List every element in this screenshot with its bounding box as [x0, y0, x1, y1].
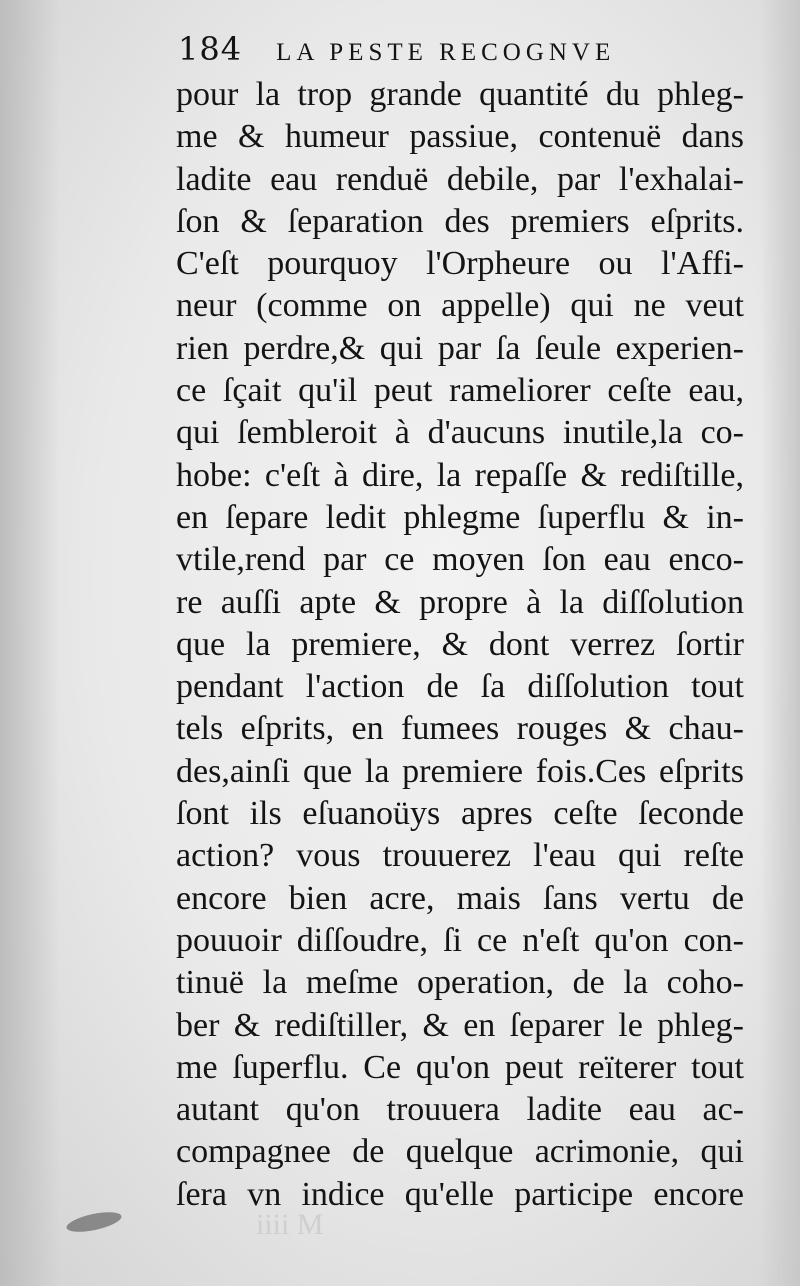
body-text — [176, 74, 744, 1216]
text-line: me ſuperflu. Ce qu'on peut reïterer tout — [176, 1048, 744, 1086]
text-line: ce ſçait qu'il peut rameliorer ceſte eau, — [176, 372, 744, 410]
text-line: pour la trop grande quantité du phleg- — [176, 76, 744, 113]
text-line: ſont ils eſuanoüys apres ceſte ſeconde — [176, 795, 744, 833]
text-line: hobe: c'eſt à dire, la repaſſe & rediſtille, — [176, 456, 744, 494]
text-line: compagnee de quelque acrimonie, qui — [176, 1133, 744, 1171]
bleed-through-text: iiii M — [256, 1208, 324, 1241]
text-line: des,ainſi que la premiere fois.Ces eſprits — [176, 752, 744, 790]
text-line: qui ſembleroit à d'aucuns inutile,la co- — [176, 414, 744, 452]
text-line: me & humeur passiue, contenuë dans — [176, 118, 744, 156]
text-line: autant qu'on trouuera ladite eau ac- — [176, 1091, 744, 1129]
text-line: action? vous trouuerez l'eau qui reſte — [176, 837, 744, 875]
text-line: ſon & ſeparation des premiers eſprits. — [176, 202, 744, 240]
text-line: pendant l'action de ſa diſſolution tout — [176, 668, 744, 706]
running-head: LA PESTE RECOGNVE — [276, 39, 616, 66]
text-line: tels eſprits, en fumees rouges & chau- — [176, 710, 744, 748]
text-line: rien perdre,& qui par ſa ſeule experien- — [176, 329, 744, 367]
text-line: tinuë la meſme operation, de la coho- — [176, 964, 744, 1002]
text-line: encore bien acre, mais ſans vertu de — [176, 879, 744, 917]
text-line: vtile,rend par ce moyen ſon eau enco- — [176, 541, 744, 579]
text-line: ſera vn indice qu'elle participe encore — [176, 1175, 744, 1213]
page-number: 184 — [178, 30, 243, 68]
text-line: ber & rediſtiller, & en ſeparer le phleg- — [176, 1006, 744, 1044]
text-line: C'eſt pourquoy l'Orpheure ou l'Affi- — [176, 245, 744, 283]
page-header — [178, 30, 758, 74]
ink-smudge — [65, 1208, 123, 1235]
text-line: re auſſi apte & propre à la diſſolution — [176, 583, 744, 621]
text-line: pouuoir diſſoudre, ſi ce n'eſt qu'on con- — [176, 921, 744, 959]
text-line: ladite eau renduë debile, par l'exhalai- — [176, 160, 744, 198]
text-line: que la premiere, & dont verrez ſortir — [176, 625, 744, 663]
text-line: neur (comme on appelle) qui ne veut — [176, 287, 744, 325]
text-line: en ſepare ledit phlegme ſuperflu & in- — [176, 498, 744, 536]
